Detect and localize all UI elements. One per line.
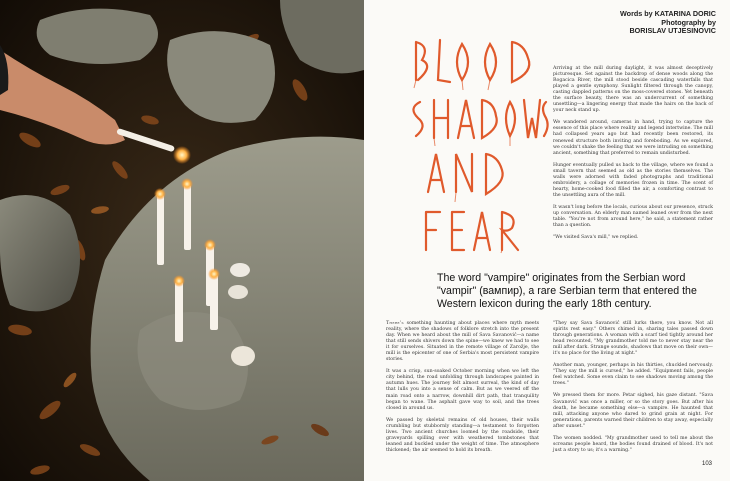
right-paragraph: The women nodded. "My grandmother used to tell me about the screams people heard, the bodies found drained of blood. It's not just a story to us; it's a warning." [553, 435, 713, 453]
photo-credit-name: BORISLAV UTJESINOVIC [629, 26, 716, 36]
left-paragraph: It was a crisp, sun-soaked October morning when we left the city behind, the road unfolding through landscapes painted in autumn hues. The journey felt almost surreal, the kind of day that lulls you into a sense of calm. But as we veered off the main road onto a narrow, downhill dirt path, that tranquility began to wane. The asphalt gave way to soil, and the trees closed in around us. [386, 369, 539, 411]
page-number: 103 [701, 461, 712, 467]
left-column [386, 321, 539, 460]
top-paragraph: Hunger eventually pulled us back to the village, where we found a small tavern that seemed as old as the stories themselves. The walls were adorned with faded photographs and traditional embroidery, a collage of memories frozen in time. The scent of hearty, home-cooked food filled the air, a comforting contrast to the unsettling aura of the mill. [553, 162, 713, 198]
credits [620, 10, 716, 36]
right-paragraph: "They say Sava Savanović still lurks there, you know. Not all spirits rest easy." Others chimed in, sharing tales passed down through generations. A woman with a scarf tied tightly around her head recounted, "My grandmother told me to never stay near the mill after dark. Strange sounds, shadows that move on their own—it's no place for the living at night." [553, 321, 713, 357]
left-paragraph: We passed by skeletal remains of old houses, their walls crumbling but stubbornly standing—a testament to forgotten lives. Two ancient churches loomed by the roadside, their graveyards spilling over with weathered tombstones that leaned and buckled under the weight of time. The atmosphere thickened; the air seemed to hold its breath. [386, 417, 539, 453]
photo-credit-label: Photography by [661, 17, 716, 27]
candles-photo [0, 0, 364, 481]
words-credit: Words by KATARINA DORIC [620, 9, 716, 18]
drop-lead: There's [386, 321, 404, 326]
candles-photo-illustration [0, 0, 364, 481]
top-paragraph: It wasn't long before the locals, curious about our presence, struck up conversation. An elderly man named leaned over from the next table. "You're not from around here," he said, a statement rather than a question. [553, 204, 713, 229]
article-title [404, 22, 550, 254]
top-paragraph: "We visited Sava's mill," we replied. [553, 235, 639, 241]
opening-text: something haunting about places where myth meets reality, where the shadows of folklore stretch into the present day. When we heard about the mill of Sava Savanović—a name that still sends shivers down the spine—we knew we had to see it for ourselves. Situated in the remote village of Zarožje, the mill is the epicenter of one of Serbia's most persistent vampire stories. [386, 321, 539, 363]
top-column [553, 66, 713, 247]
opening-paragraph [386, 321, 539, 363]
right-paragraph: We pressed them for more. Petar sighed, his gaze distant. "Sava Savanović was once a miller, or so the story goes. But after his death, he became something else—a vampire. He haunted that mill, attacking anyone who dared to grind grain at night. For generations, parents warned their children to stay away, especially after sunset." [553, 393, 713, 429]
pull-quote: The word "vampire" originates from the Serbian word "vampir" (вампир), a rare Serbian term that entered the Western lexicon during the early 18th century. [437, 272, 697, 310]
right-column [553, 321, 713, 460]
right-paragraph: Another man, younger, perhaps in his thirties, chuckled nervously. "They say the mill is cursed," he added. "Equipment fails, people feel watched. Some even claim to see shadows moving among the trees." [553, 363, 713, 387]
top-paragraph: We wandered around, cameras in hand, trying to capture the essence of this place where reality and legend intertwine. The mill had collapsed years ago but had recently been restored, its renewed structure both inviting and foreboding. As we explored, we couldn't shake the feeling that we were intruding on something ancient, something that preferred to remain undisturbed. [553, 120, 713, 156]
top-paragraph: Arriving at the mill during daylight, it was almost deceptively picturesque. Set against the backdrop of dense woods along the Rogacica River, the mill stood beside cascading waterfalls that played a gentle symphony. Sunlight filtered through the canopy, casting dappled patterns on the moss-covered stones. Yet beneath the surface beauty, there was an undercurrent of something unsettling—a lingering energy that made the hairs on the back of your neck stand up. [553, 66, 713, 114]
